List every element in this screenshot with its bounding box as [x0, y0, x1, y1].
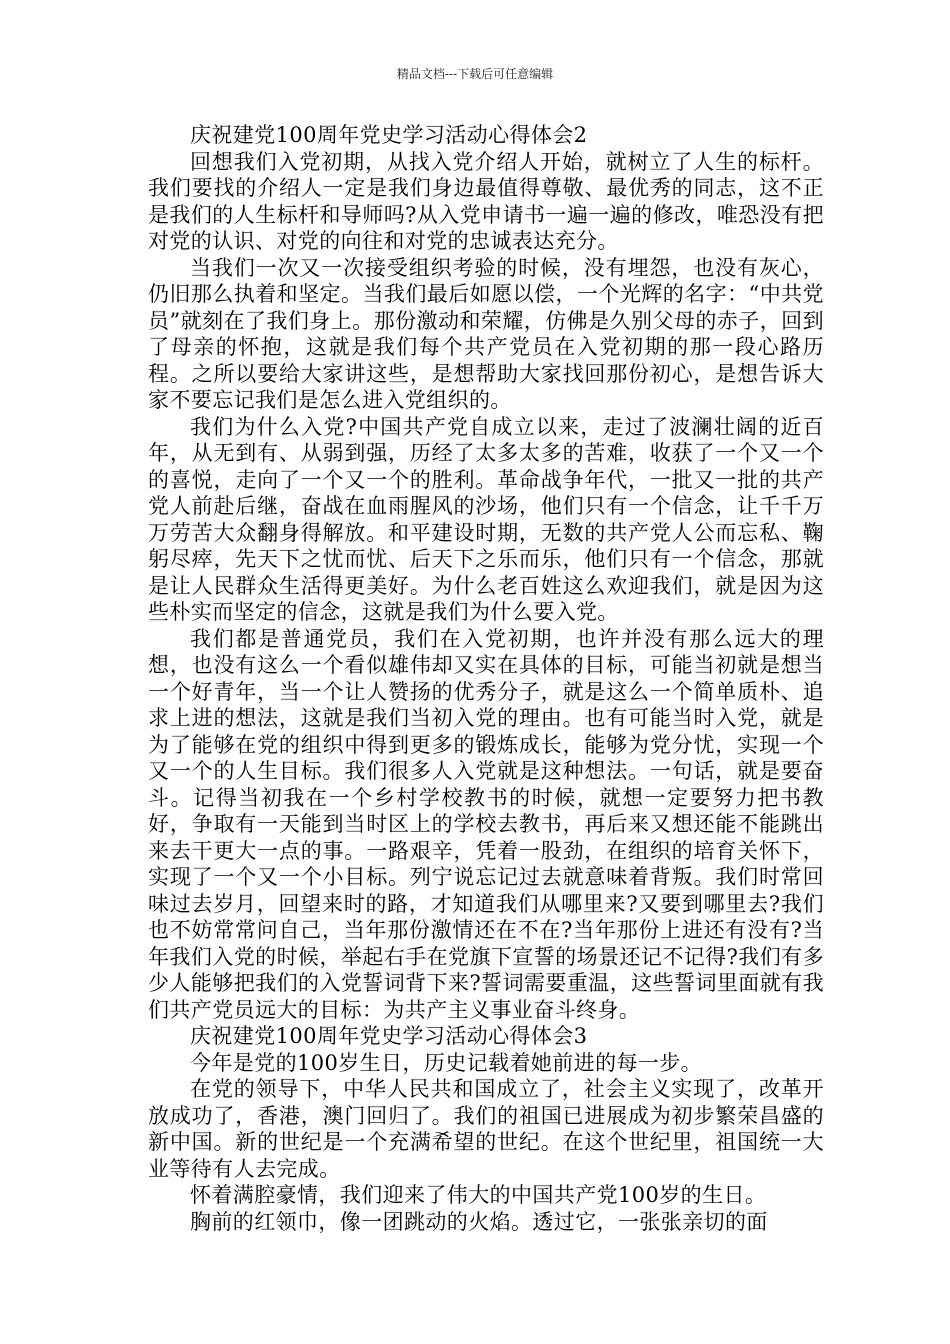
section-title-3: 庆祝建党100周年党史学习活动心得体会3	[190, 1024, 588, 1048]
paragraph: 我们为什么入党?中国共产党自成立以来，走过了波澜壮阔的近百年，从无到有、从弱到强，历经了太多太多的苦难，收获了一个又一个的喜悦，走向了一个又一个的胜利。革命战争年代，一批又一批的共产党人前赴后继，奋战在血雨腥风的沙场，他们只有一个信念，让千千万万劳苦大众翻身得解放。和平建设时期，无数的共产党人公而忘私、鞠躬尽瘁，先天下之忧而忧、后天下之乐而乐，他们只有一个信念，那就是让人民群众生活得更美好。为什么老百姓这么欢迎我们，就是因为这些朴实而坚定的信念，这就是我们为什么要入党。	[148, 414, 824, 624]
document-body	[148, 122, 824, 1235]
page-header: 精品文档---下载后可任意编辑	[396, 67, 554, 81]
paragraph: 当我们一次又一次接受组织考验的时候，没有埋怨，也没有灰心，仍旧那么执着和坚定。当我们最后如愿以偿，一个光辉的名字：“中共党员”就刻在了我们身上。那份激动和荣耀，仿佛是久别父母的赤子，回到了母亲的怀抱，这就是我们每个共产党员在入党初期的那一段心路历程。之所以要给大家讲这些，是想帮助大家找回那份初心，是想告诉大家不要忘记我们是怎么进入党组织的。	[148, 255, 824, 412]
paragraph: 怀着满腔豪情，我们迎来了伟大的中国共产党100岁的生日。	[190, 1183, 767, 1207]
paragraph: 我们都是普通党员，我们在入党初期，也许并没有那么远大的理想，也没有这么一个看似雄伟却又实在具体的目标，可能当初就是想当一个好青年，当一个让人赞扬的优秀分子，就是这么一个简单质朴、追求上进的想法，这就是我们当初入党的理由。也有可能当时入党，就是为了能够在党的组织中得到更多的锻炼成长，能够为党分忧，实现一个又一个的人生目标。我们很多人入党就是这种想法。一句话，就是要奋斗。记得当初我在一个乡村学校教书的时候，就想一定要努力把书教好，争取有一天能到当时区上的学校去教书，再后来又想还能不能跳出来去干更大一点的事。一路艰辛，凭着一股劲，在组织的培育关怀下，实现了一个又一个小目标。列宁说忘记过去就意味着背叛。我们时常回味过去岁月，回望来时的路，才知道我们从哪里来?又要到哪里去?我们也不妨常常问自己，当年那份激情还在不在?当年那份上进还有没有?当年我们入党的时候，举起右手在党旗下宣誓的场景还记不记得?我们有多少人能够把我们的入党誓词背下来?誓词需要重温，这些誓词里面就有我们共产党员远大的目标：为共产主义事业奋斗终身。	[148, 626, 824, 1022]
paragraph: 今年是党的100岁生日，历史记载着她前进的每一步。	[190, 1050, 703, 1075]
paragraph: 回想我们入党初期，从找入党介绍人开始，就树立了人生的标杆。我们要找的介绍人一定是我们身边最值得尊敬、最优秀的同志，这不正是我们的人生标杆和导师吗?从入党申请书一遍一遍的修改，唯恐没有把对党的认识、对党的向往和对党的忠诚表达充分。	[148, 149, 824, 253]
section-title-2: 庆祝建党100周年党史学习活动心得体会2	[190, 123, 588, 147]
paragraph: 在党的领导下，中华人民共和国成立了，社会主义实现了，改革开放成功了，香港，澳门回归了。我们的祖国已进展成为初步繁荣昌盛的新中国。新的世纪是一个充满希望的世纪。在这个世纪里，祖国统一大业等待有人去完成。	[148, 1077, 824, 1181]
paragraph: 胸前的红领巾，像一团跳动的火焰。透过它，一张张亲切的面	[190, 1209, 768, 1234]
